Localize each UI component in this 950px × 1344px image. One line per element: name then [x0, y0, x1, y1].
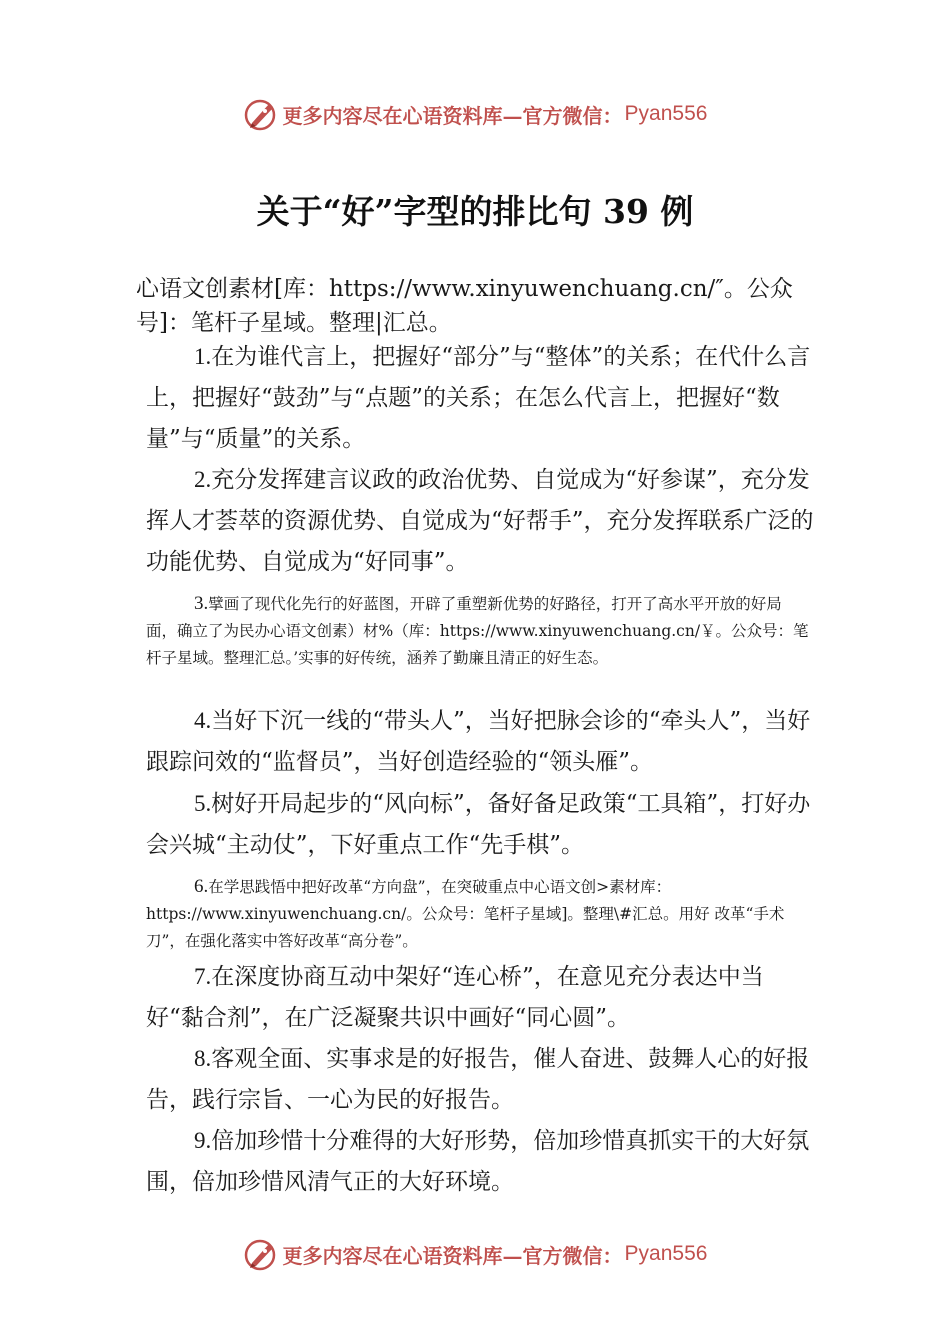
header-banner — [0, 94, 950, 134]
list-item: 2.充分发挥建言议政的政治优势、自觉成为“好参谋”，充分发挥人才荟萃的资源优势、自觉成为“好帮手”，充分发挥联系广泛的功能优势、自觉成为“好同事”。 — [146, 467, 814, 575]
list-item: 7.在深度协商互动中架好“连心桥”，在意见充分表达中当好“黏合剂”，在广泛凝聚共识中画好“同心圆”。 — [146, 964, 764, 1031]
footer-banner — [0, 1234, 950, 1274]
list-item: 1.在为谁代言上，把握好“部分”与“整体”的关系；在代什么言上，把握好“鼓劲”与“点题”的关系；在怎么代言上，把握好“数量”与“质量”的关系。 — [146, 344, 811, 452]
pen-logo-icon — [243, 1236, 279, 1272]
banner-wechat-id: Pyan556 — [624, 102, 708, 125]
list-item: 5.树好开局起步的“风向标”，备好备足政策“工具箱”，打好办会兴城“主动仗”，下好重点工作“先手棋”。 — [146, 791, 811, 858]
banner-text: 更多内容尽在心语资料库—官方微信： — [282, 1243, 623, 1268]
list-item: 3.擘画了现代化先行的好蓝图，开辟了重塑新优势的好路径，打开了高水平开放的好局面，确立了为民办心语文创素）材%（库：https://www.xinyuwenchuang.cn/￥。公众号：笔杆子星域。整理汇总。’实事的好传统，涵养了勤廉且清正的好生态。 — [146, 593, 809, 667]
list-item: 9.倍加珍惜十分难得的大好形势，倍加珍惜真抓实干的大好氛围，倍加珍惜风清气正的大好环境。 — [146, 1128, 810, 1195]
banner-wechat-id: Pyan556 — [624, 1242, 708, 1265]
pen-logo-icon — [243, 96, 279, 132]
list-item: 6.在学思践悟中把好改革“方向盘”，在突破重点中心语文创>素材库：https://www.xinyuwenchuang.cn/。公众号：笔杆子星域]。整理\#汇总。用好 改革“手术刀”，在强化落实中答好改革“高分卷”。 — [146, 876, 785, 950]
list-item: 8.客观全面、实事求是的好报告，催人奋进、鼓舞人心的好报告，践行宗旨、一心为民的好报告。 — [146, 1046, 810, 1113]
intro-text: 心语文创素材[库：https://www.xinyuwenchuang.cn/″。公众号]：笔杆子星域。整理|汇总。 — [136, 276, 793, 336]
page-title: 关于“好”字型的排比句 39 例 — [256, 192, 694, 231]
banner-text: 更多内容尽在心语资料库—官方微信： — [282, 103, 623, 128]
list-item: 4.当好下沉一线的“带头人”，当好把脉会诊的“牵头人”，当好跟踪问效的“监督员”，当好创造经验的“领头雁”。 — [146, 708, 811, 775]
